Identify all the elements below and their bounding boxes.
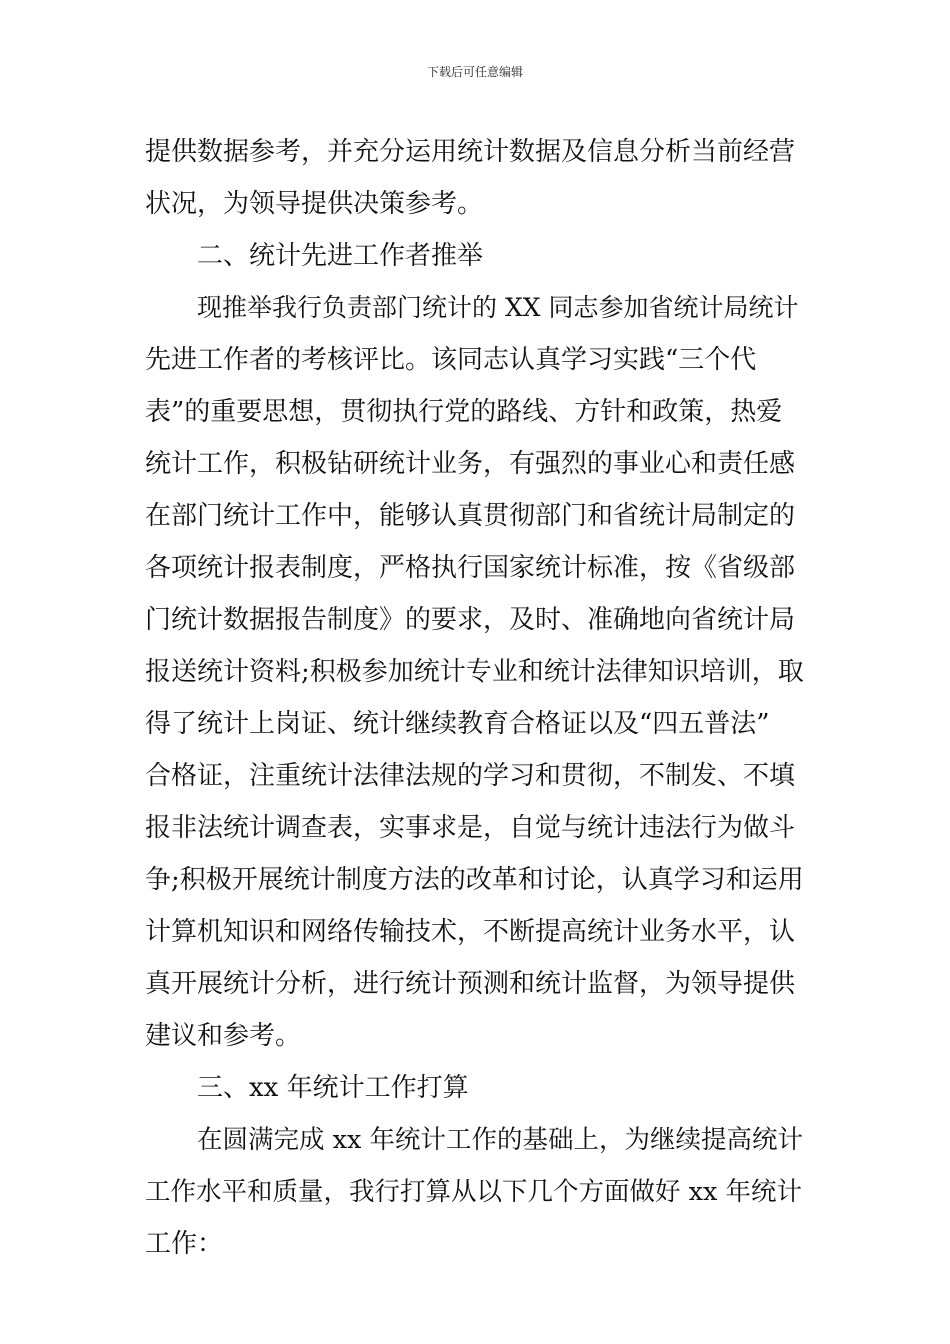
paragraph-start-line: 在圆满完成 xx 年统计工作的基础上，为继续提高统计 [197, 1125, 803, 1155]
text-line: 合格证，注重统计法律法规的学习和贯彻，不制发、不填 [145, 761, 796, 791]
page-header-note: 下载后可任意编辑 [426, 65, 523, 79]
text-line: 得了统计上岗证、统计继续教育合格证以及“四五普法” [145, 709, 770, 739]
text-line: 真开展统计分析，进行统计预测和统计监督，为领导提供 [145, 969, 796, 999]
section-heading: 三、xx 年统计工作打算 [197, 1073, 469, 1103]
text-line: 在部门统计工作中，能够认真贯彻部门和省统计局制定的 [145, 501, 796, 531]
text-line: 表”的重要思想，贯彻执行党的路线、方针和政策，热爱 [145, 397, 783, 427]
text-line: 报送统计资料;积极参加统计专业和统计法律知识培训，取 [145, 657, 804, 687]
text-line: 统计工作，积极钻研统计业务，有强烈的事业心和责任感 [145, 449, 796, 479]
text-line: 报非法统计调查表，实事求是，自觉与统计违法行为做斗 [145, 813, 796, 843]
section-heading: 二、统计先进工作者推举 [197, 241, 484, 271]
document-body [145, 126, 807, 1270]
text-line: 先进工作者的考核评比。该同志认真学习实践“三个代 [145, 345, 757, 375]
text-line: 状况，为领导提供决策参考。 [145, 189, 484, 219]
text-line: 提供数据参考，并充分运用统计数据及信息分析当前经营 [145, 137, 796, 167]
text-line: 计算机知识和网络传输技术，不断提高统计业务水平，认 [145, 917, 796, 947]
text-line: 工作水平和质量，我行打算从以下几个方面做好 xx 年统计 [145, 1177, 802, 1207]
text-line: 门统计数据报告制度》的要求，及时、准确地向省统计局 [145, 605, 796, 635]
text-line: 各项统计报表制度，严格执行国家统计标准，按《省级部 [145, 553, 796, 583]
text-line: 争;积极开展统计制度方法的改革和讨论，认真学习和运用 [145, 865, 804, 895]
text-line: 工作： [145, 1229, 224, 1259]
text-line: 建议和参考。 [145, 1021, 302, 1051]
paragraph-start-line: 现推举我行负责部门统计的 XX 同志参加省统计局统计 [197, 293, 799, 322]
